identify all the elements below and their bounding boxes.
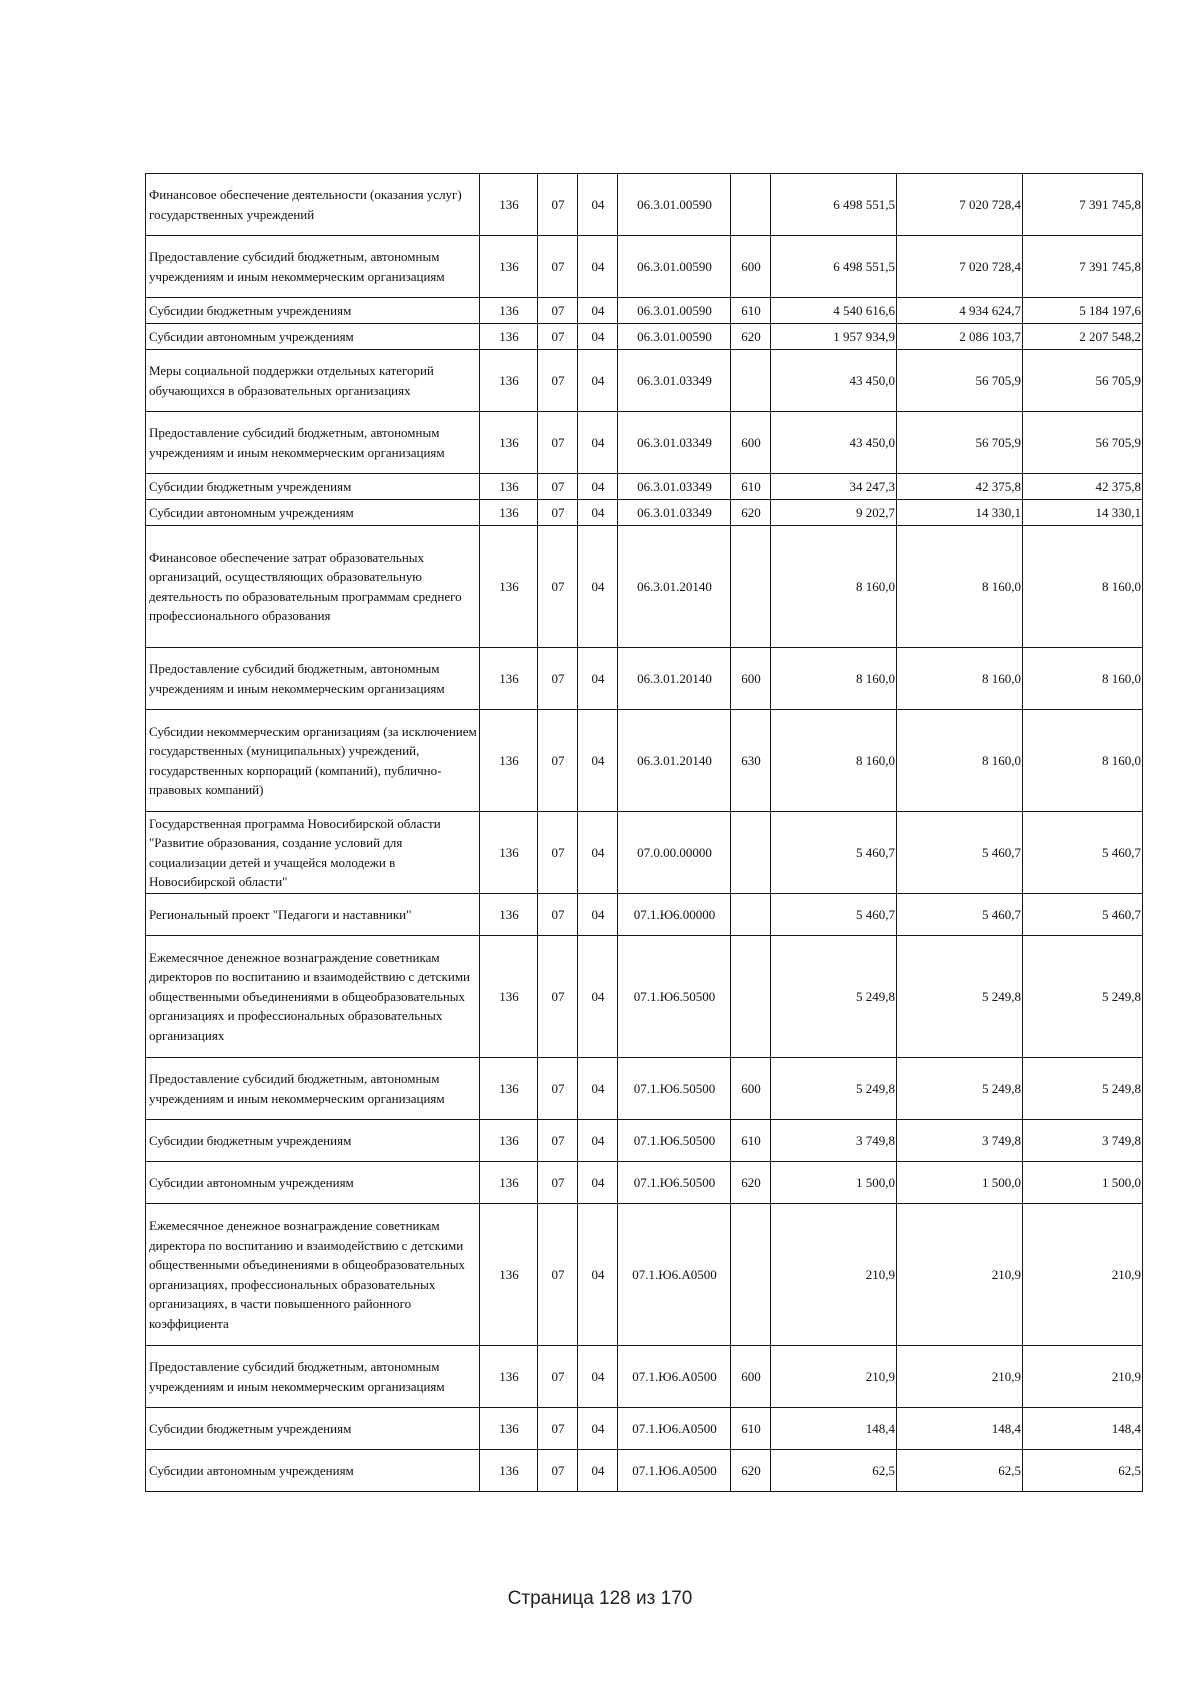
cell-target-article: 06.3.01.00590 bbox=[618, 236, 731, 298]
cell-name: Субсидии бюджетным учреждениям bbox=[146, 1408, 480, 1450]
cell-expense-type: 610 bbox=[731, 298, 771, 324]
cell-amount-year3: 14 330,1 bbox=[1023, 500, 1143, 526]
cell-expense-type: 620 bbox=[731, 1450, 771, 1492]
cell-target-article: 07.1.Ю6.А0500 bbox=[618, 1450, 731, 1492]
cell-amount-year3: 5 249,8 bbox=[1023, 1058, 1143, 1120]
cell-amount-year3: 210,9 bbox=[1023, 1204, 1143, 1346]
cell-expense-type bbox=[731, 936, 771, 1058]
cell-subsection: 04 bbox=[578, 236, 618, 298]
cell-name: Субсидии автономным учреждениям bbox=[146, 324, 480, 350]
cell-target-article: 06.3.01.00590 bbox=[618, 174, 731, 236]
cell-target-article: 06.3.01.03349 bbox=[618, 474, 731, 500]
page-number: Страница 128 из 170 bbox=[507, 1588, 693, 1609]
cell-grbs: 136 bbox=[480, 500, 538, 526]
cell-amount-year2: 5 460,7 bbox=[897, 894, 1023, 936]
cell-amount-year2: 14 330,1 bbox=[897, 500, 1023, 526]
cell-amount-year1: 5 460,7 bbox=[771, 812, 897, 894]
cell-amount-year1: 148,4 bbox=[771, 1408, 897, 1450]
cell-amount-year1: 43 450,0 bbox=[771, 412, 897, 474]
cell-amount-year3: 56 705,9 bbox=[1023, 350, 1143, 412]
table-row bbox=[146, 236, 1143, 298]
cell-target-article: 07.1.Ю6.А0500 bbox=[618, 1204, 731, 1346]
cell-name: Предоставление субсидий бюджетным, автономным учреждениям и иным некоммерческим организациям bbox=[146, 236, 480, 298]
cell-target-article: 07.1.Ю6.А0500 bbox=[618, 1408, 731, 1450]
cell-name: Предоставление субсидий бюджетным, автономным учреждениям и иным некоммерческим организациям bbox=[146, 1346, 480, 1408]
cell-section: 07 bbox=[538, 412, 578, 474]
cell-target-article: 07.1.Ю6.50500 bbox=[618, 1120, 731, 1162]
cell-section: 07 bbox=[538, 526, 578, 648]
cell-amount-year3: 42 375,8 bbox=[1023, 474, 1143, 500]
cell-name: Государственная программа Новосибирской области "Развитие образования, создание условий для социализации детей и учащейся молодежи в Новосибирской области" bbox=[146, 812, 480, 894]
cell-section: 07 bbox=[538, 1204, 578, 1346]
table-row bbox=[146, 1450, 1143, 1492]
cell-grbs: 136 bbox=[480, 1204, 538, 1346]
cell-grbs: 136 bbox=[480, 350, 538, 412]
cell-expense-type bbox=[731, 1204, 771, 1346]
cell-subsection: 04 bbox=[578, 174, 618, 236]
cell-amount-year3: 3 749,8 bbox=[1023, 1120, 1143, 1162]
cell-subsection: 04 bbox=[578, 894, 618, 936]
cell-grbs: 136 bbox=[480, 236, 538, 298]
table-row bbox=[146, 1120, 1143, 1162]
table-row bbox=[146, 350, 1143, 412]
table-row bbox=[146, 1162, 1143, 1204]
cell-expense-type bbox=[731, 812, 771, 894]
cell-subsection: 04 bbox=[578, 1346, 618, 1408]
cell-section: 07 bbox=[538, 1120, 578, 1162]
cell-name: Предоставление субсидий бюджетным, автономным учреждениям и иным некоммерческим организациям bbox=[146, 648, 480, 710]
cell-target-article: 06.3.01.00590 bbox=[618, 324, 731, 350]
table-row bbox=[146, 894, 1143, 936]
cell-section: 07 bbox=[538, 474, 578, 500]
cell-amount-year3: 5 249,8 bbox=[1023, 936, 1143, 1058]
cell-amount-year2: 3 749,8 bbox=[897, 1120, 1023, 1162]
cell-expense-type: 600 bbox=[731, 1058, 771, 1120]
cell-section: 07 bbox=[538, 236, 578, 298]
cell-name: Субсидии бюджетным учреждениям bbox=[146, 298, 480, 324]
cell-grbs: 136 bbox=[480, 324, 538, 350]
table-row bbox=[146, 1408, 1143, 1450]
cell-section: 07 bbox=[538, 936, 578, 1058]
cell-amount-year2: 5 460,7 bbox=[897, 812, 1023, 894]
cell-grbs: 136 bbox=[480, 526, 538, 648]
cell-amount-year1: 1 957 934,9 bbox=[771, 324, 897, 350]
cell-subsection: 04 bbox=[578, 298, 618, 324]
cell-amount-year3: 5 460,7 bbox=[1023, 894, 1143, 936]
cell-name: Предоставление субсидий бюджетным, автономным учреждениям и иным некоммерческим организациям bbox=[146, 1058, 480, 1120]
cell-amount-year3: 56 705,9 bbox=[1023, 412, 1143, 474]
cell-name: Субсидии автономным учреждениям bbox=[146, 1450, 480, 1492]
cell-name: Меры социальной поддержки отдельных категорий обучающихся в образовательных организациях bbox=[146, 350, 480, 412]
cell-amount-year1: 62,5 bbox=[771, 1450, 897, 1492]
cell-grbs: 136 bbox=[480, 1408, 538, 1450]
cell-expense-type: 600 bbox=[731, 412, 771, 474]
cell-subsection: 04 bbox=[578, 710, 618, 812]
cell-expense-type: 600 bbox=[731, 648, 771, 710]
cell-amount-year3: 8 160,0 bbox=[1023, 648, 1143, 710]
cell-subsection: 04 bbox=[578, 474, 618, 500]
cell-subsection: 04 bbox=[578, 350, 618, 412]
cell-amount-year2: 56 705,9 bbox=[897, 412, 1023, 474]
cell-amount-year1: 1 500,0 bbox=[771, 1162, 897, 1204]
cell-amount-year1: 43 450,0 bbox=[771, 350, 897, 412]
cell-target-article: 06.3.01.03349 bbox=[618, 350, 731, 412]
cell-name: Ежемесячное денежное вознаграждение советникам директоров по воспитанию и взаимодействию с детскими общественными объединениями в общеобразовательных организациях и профессиональных образовательных организациях bbox=[146, 936, 480, 1058]
cell-section: 07 bbox=[538, 1450, 578, 1492]
cell-target-article: 07.1.Ю6.00000 bbox=[618, 894, 731, 936]
cell-grbs: 136 bbox=[480, 298, 538, 324]
cell-name: Региональный проект "Педагоги и наставники" bbox=[146, 894, 480, 936]
cell-expense-type: 620 bbox=[731, 500, 771, 526]
cell-expense-type bbox=[731, 174, 771, 236]
cell-subsection: 04 bbox=[578, 1408, 618, 1450]
cell-section: 07 bbox=[538, 1058, 578, 1120]
cell-amount-year2: 5 249,8 bbox=[897, 1058, 1023, 1120]
cell-grbs: 136 bbox=[480, 1346, 538, 1408]
cell-amount-year2: 4 934 624,7 bbox=[897, 298, 1023, 324]
table-row bbox=[146, 648, 1143, 710]
cell-grbs: 136 bbox=[480, 1120, 538, 1162]
cell-amount-year1: 5 249,8 bbox=[771, 1058, 897, 1120]
table-body bbox=[146, 174, 1143, 1492]
cell-amount-year1: 8 160,0 bbox=[771, 710, 897, 812]
cell-target-article: 07.0.00.00000 bbox=[618, 812, 731, 894]
cell-amount-year3: 1 500,0 bbox=[1023, 1162, 1143, 1204]
cell-expense-type: 610 bbox=[731, 1120, 771, 1162]
cell-section: 07 bbox=[538, 324, 578, 350]
cell-target-article: 07.1.Ю6.А0500 bbox=[618, 1346, 731, 1408]
table-row bbox=[146, 298, 1143, 324]
table-row bbox=[146, 1204, 1143, 1346]
cell-grbs: 136 bbox=[480, 412, 538, 474]
cell-amount-year3: 7 391 745,8 bbox=[1023, 174, 1143, 236]
table-row bbox=[146, 1058, 1143, 1120]
table-row bbox=[146, 174, 1143, 236]
cell-expense-type: 630 bbox=[731, 710, 771, 812]
cell-name: Субсидии бюджетным учреждениям bbox=[146, 474, 480, 500]
cell-amount-year1: 9 202,7 bbox=[771, 500, 897, 526]
cell-target-article: 06.3.01.00590 bbox=[618, 298, 731, 324]
cell-amount-year3: 148,4 bbox=[1023, 1408, 1143, 1450]
table-row bbox=[146, 1346, 1143, 1408]
table-row bbox=[146, 710, 1143, 812]
cell-target-article: 06.3.01.20140 bbox=[618, 526, 731, 648]
cell-section: 07 bbox=[538, 812, 578, 894]
cell-amount-year1: 34 247,3 bbox=[771, 474, 897, 500]
cell-amount-year2: 210,9 bbox=[897, 1346, 1023, 1408]
cell-amount-year3: 62,5 bbox=[1023, 1450, 1143, 1492]
table-row bbox=[146, 500, 1143, 526]
cell-section: 07 bbox=[538, 350, 578, 412]
cell-expense-type: 620 bbox=[731, 324, 771, 350]
cell-expense-type bbox=[731, 350, 771, 412]
cell-subsection: 04 bbox=[578, 648, 618, 710]
cell-name: Субсидии бюджетным учреждениям bbox=[146, 1120, 480, 1162]
cell-name: Предоставление субсидий бюджетным, автономным учреждениям и иным некоммерческим организациям bbox=[146, 412, 480, 474]
cell-grbs: 136 bbox=[480, 1058, 538, 1120]
cell-subsection: 04 bbox=[578, 1204, 618, 1346]
cell-subsection: 04 bbox=[578, 1120, 618, 1162]
cell-amount-year2: 7 020 728,4 bbox=[897, 174, 1023, 236]
cell-target-article: 06.3.01.20140 bbox=[618, 648, 731, 710]
cell-target-article: 06.3.01.03349 bbox=[618, 412, 731, 474]
cell-amount-year1: 4 540 616,6 bbox=[771, 298, 897, 324]
cell-grbs: 136 bbox=[480, 174, 538, 236]
cell-amount-year3: 7 391 745,8 bbox=[1023, 236, 1143, 298]
table-row bbox=[146, 526, 1143, 648]
cell-name: Финансовое обеспечение затрат образовательных организаций, осуществляющих образовательную деятельность по образовательным программам среднего профессионального образования bbox=[146, 526, 480, 648]
cell-amount-year2: 5 249,8 bbox=[897, 936, 1023, 1058]
cell-name: Субсидии некоммерческим организациям (за исключением государственных (муниципальных) учреждений, государственных корпораций (компаний), публично-правовых компаний) bbox=[146, 710, 480, 812]
cell-target-article: 06.3.01.20140 bbox=[618, 710, 731, 812]
cell-target-article: 06.3.01.03349 bbox=[618, 500, 731, 526]
cell-amount-year2: 8 160,0 bbox=[897, 710, 1023, 812]
cell-section: 07 bbox=[538, 894, 578, 936]
cell-amount-year2: 1 500,0 bbox=[897, 1162, 1023, 1204]
table-row bbox=[146, 412, 1143, 474]
cell-amount-year1: 5 249,8 bbox=[771, 936, 897, 1058]
cell-grbs: 136 bbox=[480, 474, 538, 500]
cell-section: 07 bbox=[538, 710, 578, 812]
cell-subsection: 04 bbox=[578, 936, 618, 1058]
cell-amount-year3: 5 184 197,6 bbox=[1023, 298, 1143, 324]
cell-expense-type bbox=[731, 894, 771, 936]
cell-amount-year3: 8 160,0 bbox=[1023, 710, 1143, 812]
cell-amount-year3: 8 160,0 bbox=[1023, 526, 1143, 648]
cell-section: 07 bbox=[538, 298, 578, 324]
cell-amount-year1: 6 498 551,5 bbox=[771, 174, 897, 236]
cell-expense-type: 610 bbox=[731, 1408, 771, 1450]
cell-name: Финансовое обеспечение деятельности (оказания услуг) государственных учреждений bbox=[146, 174, 480, 236]
cell-amount-year2: 8 160,0 bbox=[897, 526, 1023, 648]
cell-grbs: 136 bbox=[480, 1450, 538, 1492]
cell-grbs: 136 bbox=[480, 1162, 538, 1204]
cell-amount-year1: 210,9 bbox=[771, 1346, 897, 1408]
cell-name: Субсидии автономным учреждениям bbox=[146, 1162, 480, 1204]
cell-name: Ежемесячное денежное вознаграждение советникам директора по воспитанию и взаимодействию с детскими общественными объединениями в общеобразовательных организациях, профессиональных образовательных организациях, в части повышенного районного коэффициента bbox=[146, 1204, 480, 1346]
cell-subsection: 04 bbox=[578, 526, 618, 648]
cell-grbs: 136 bbox=[480, 648, 538, 710]
table-row bbox=[146, 474, 1143, 500]
cell-amount-year2: 210,9 bbox=[897, 1204, 1023, 1346]
cell-expense-type: 600 bbox=[731, 1346, 771, 1408]
cell-subsection: 04 bbox=[578, 324, 618, 350]
cell-expense-type bbox=[731, 526, 771, 648]
cell-grbs: 136 bbox=[480, 710, 538, 812]
cell-section: 07 bbox=[538, 1408, 578, 1450]
cell-subsection: 04 bbox=[578, 812, 618, 894]
cell-grbs: 136 bbox=[480, 894, 538, 936]
cell-subsection: 04 bbox=[578, 412, 618, 474]
cell-expense-type: 620 bbox=[731, 1162, 771, 1204]
cell-amount-year3: 2 207 548,2 bbox=[1023, 324, 1143, 350]
cell-amount-year3: 210,9 bbox=[1023, 1346, 1143, 1408]
table-row bbox=[146, 324, 1143, 350]
cell-amount-year1: 210,9 bbox=[771, 1204, 897, 1346]
cell-section: 07 bbox=[538, 1162, 578, 1204]
cell-amount-year3: 5 460,7 bbox=[1023, 812, 1143, 894]
cell-amount-year2: 42 375,8 bbox=[897, 474, 1023, 500]
cell-amount-year2: 7 020 728,4 bbox=[897, 236, 1023, 298]
cell-grbs: 136 bbox=[480, 936, 538, 1058]
table-row bbox=[146, 812, 1143, 894]
cell-target-article: 07.1.Ю6.50500 bbox=[618, 1162, 731, 1204]
cell-target-article: 07.1.Ю6.50500 bbox=[618, 936, 731, 1058]
budget-table bbox=[145, 173, 1143, 1492]
cell-amount-year2: 8 160,0 bbox=[897, 648, 1023, 710]
cell-name: Субсидии автономным учреждениям bbox=[146, 500, 480, 526]
cell-expense-type: 600 bbox=[731, 236, 771, 298]
cell-amount-year1: 8 160,0 bbox=[771, 526, 897, 648]
cell-section: 07 bbox=[538, 174, 578, 236]
cell-amount-year2: 148,4 bbox=[897, 1408, 1023, 1450]
cell-subsection: 04 bbox=[578, 1450, 618, 1492]
cell-amount-year2: 56 705,9 bbox=[897, 350, 1023, 412]
cell-target-article: 07.1.Ю6.50500 bbox=[618, 1058, 731, 1120]
cell-amount-year2: 62,5 bbox=[897, 1450, 1023, 1492]
cell-grbs: 136 bbox=[480, 812, 538, 894]
cell-subsection: 04 bbox=[578, 500, 618, 526]
cell-amount-year1: 3 749,8 bbox=[771, 1120, 897, 1162]
cell-amount-year1: 5 460,7 bbox=[771, 894, 897, 936]
cell-amount-year1: 8 160,0 bbox=[771, 648, 897, 710]
cell-section: 07 bbox=[538, 648, 578, 710]
cell-section: 07 bbox=[538, 1346, 578, 1408]
cell-expense-type: 610 bbox=[731, 474, 771, 500]
cell-section: 07 bbox=[538, 500, 578, 526]
table-row bbox=[146, 936, 1143, 1058]
cell-amount-year1: 6 498 551,5 bbox=[771, 236, 897, 298]
cell-subsection: 04 bbox=[578, 1058, 618, 1120]
cell-subsection: 04 bbox=[578, 1162, 618, 1204]
cell-amount-year2: 2 086 103,7 bbox=[897, 324, 1023, 350]
